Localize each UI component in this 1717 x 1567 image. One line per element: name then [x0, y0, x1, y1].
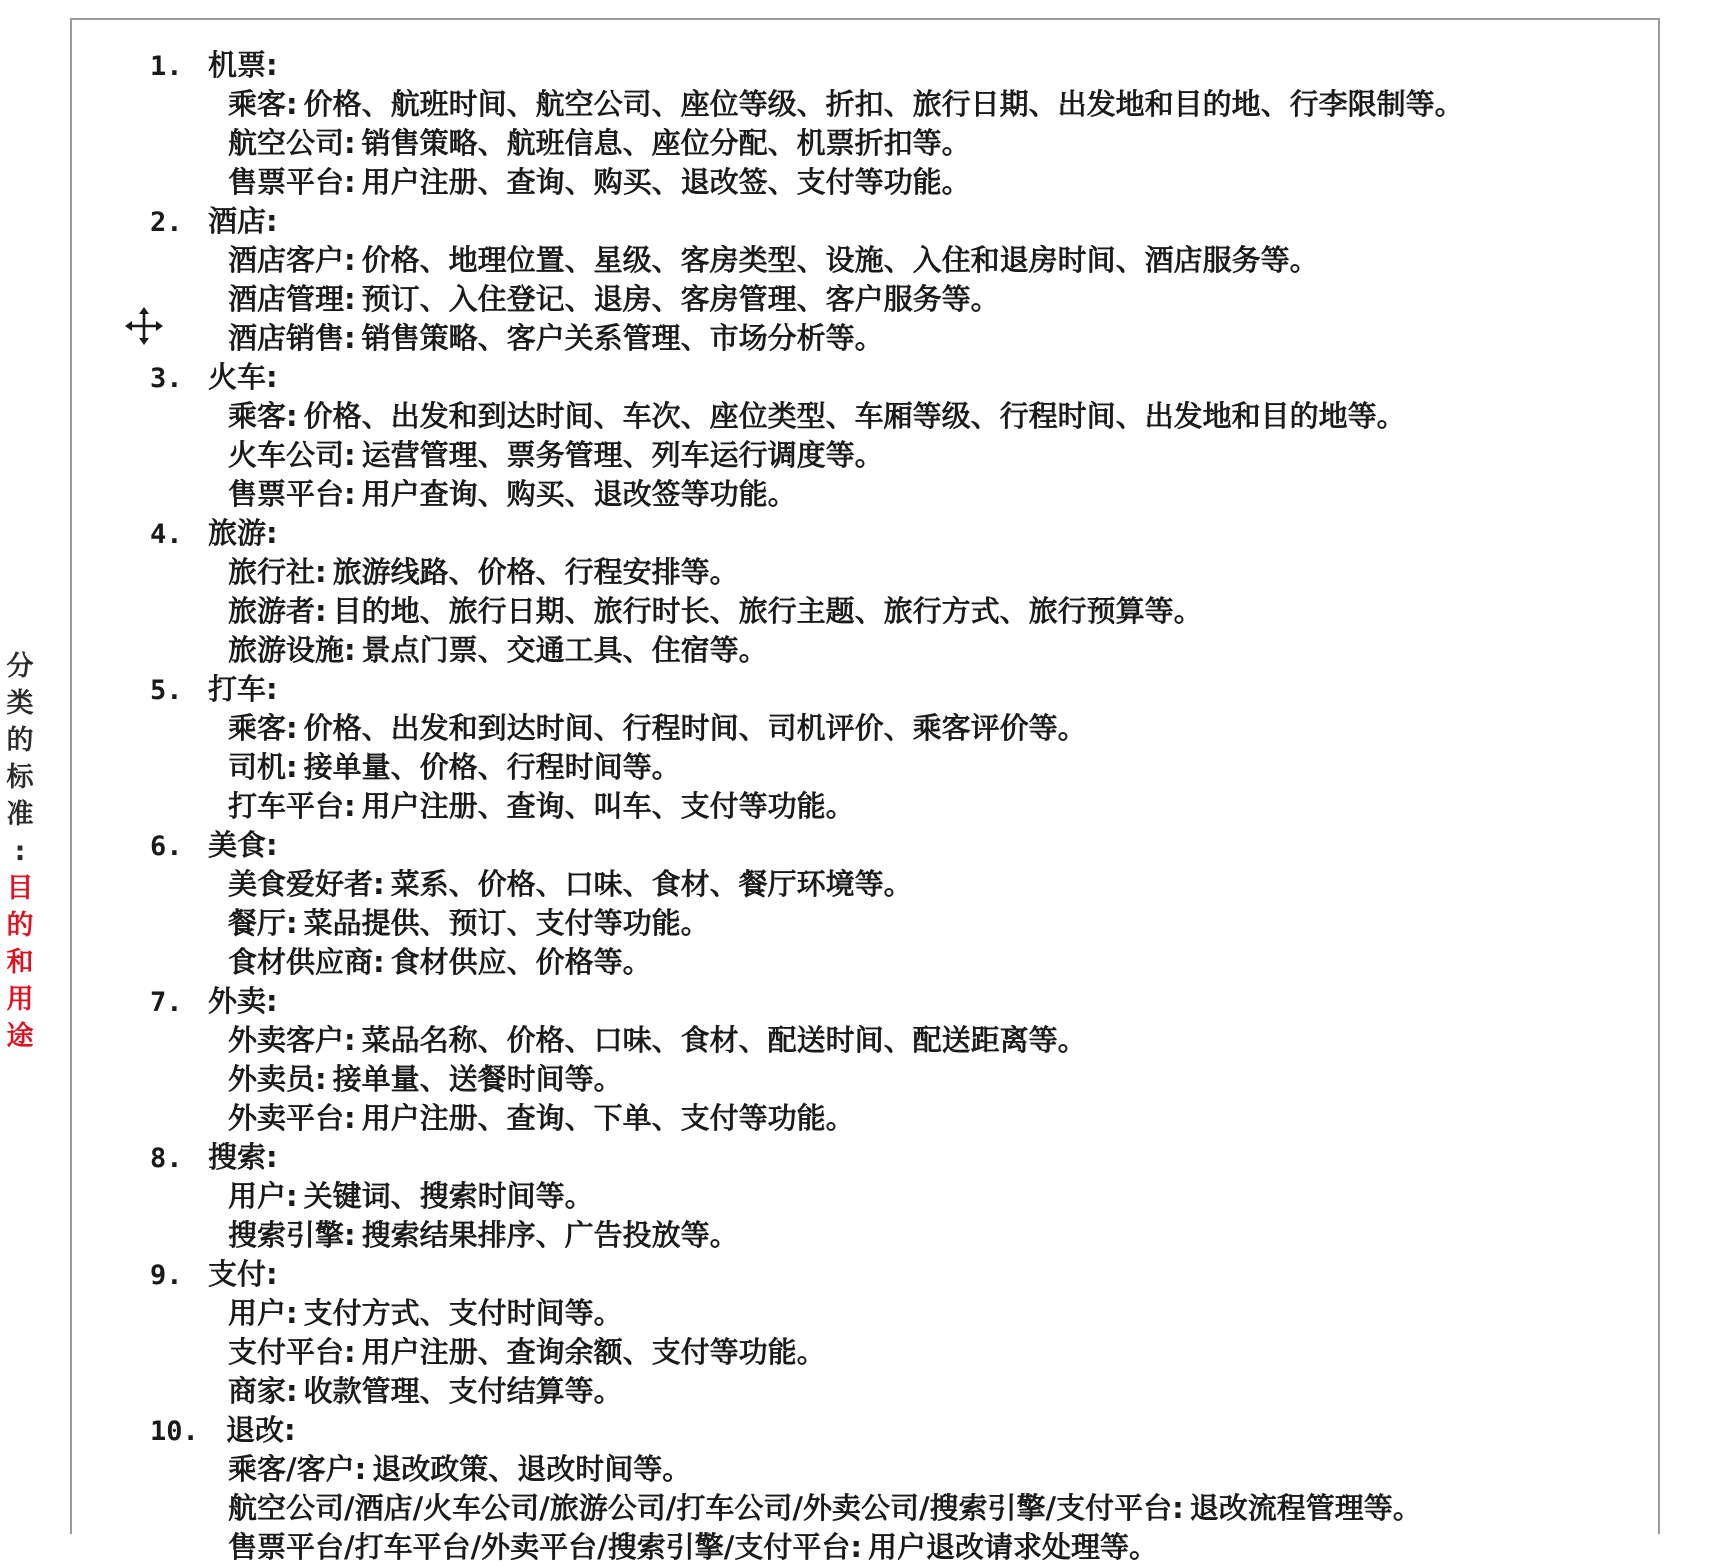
section: [150, 358, 1638, 514]
item-text: 接单量、价格、行程时间等。: [303, 750, 681, 784]
section-number: 9.: [150, 1260, 183, 1291]
section-number: 6.: [150, 831, 183, 862]
section-title: 退改 :: [226, 1411, 296, 1450]
item-text: 用户注册、查询、下单、支付等功能。: [361, 1101, 855, 1135]
section-number: 2.: [150, 207, 183, 238]
section-number: 8.: [150, 1143, 183, 1174]
item-role: 旅游者 :: [228, 594, 333, 628]
section-heading: [150, 670, 1638, 709]
item-text: 价格、地理位置、星级、客房类型、设施、入住和退房时间、酒店服务等。: [361, 243, 1319, 277]
section-title: 搜索 :: [208, 1138, 278, 1177]
item-role: 司机 :: [228, 750, 304, 784]
list-item: [150, 1021, 1638, 1060]
list-item: [150, 1099, 1638, 1138]
list-item: [150, 319, 1638, 358]
side-caption: [2, 648, 38, 1055]
item-text: 食材供应、价格等。: [390, 945, 652, 979]
section-title: 支付 :: [208, 1255, 278, 1294]
section-title: 打车 :: [208, 670, 278, 709]
section: [150, 1138, 1638, 1255]
list-item: [150, 1528, 1638, 1567]
section-number: 1.: [150, 51, 183, 82]
item-role: 旅游设施 :: [228, 633, 362, 667]
caption-char: 分: [6, 651, 34, 682]
section-heading: [150, 1255, 1638, 1294]
section-number: 3.: [150, 363, 183, 394]
document-content: [150, 46, 1638, 1567]
list-item: [150, 241, 1638, 280]
section-title: 火车 :: [208, 358, 278, 397]
section-heading: [150, 826, 1638, 865]
item-role: 打车平台 :: [228, 789, 362, 823]
list-item: [150, 1294, 1638, 1333]
item-role: 搜索引擎 :: [228, 1218, 362, 1252]
list-item: [150, 397, 1638, 436]
item-role: 外卖客户 :: [228, 1023, 362, 1057]
section-title: 机票 :: [208, 46, 278, 85]
list-item: [150, 475, 1638, 514]
item-role: 售票平台 :: [228, 477, 362, 511]
item-role: 航空公司 :: [228, 126, 362, 160]
move-cursor-icon: [124, 306, 164, 346]
section-title: 旅游 :: [208, 514, 278, 553]
list-item: [150, 748, 1638, 787]
section-heading: [150, 46, 1638, 85]
item-role: 食材供应商 :: [228, 945, 391, 979]
item-text: 价格、出发和到达时间、行程时间、司机评价、乘客评价等。: [303, 711, 1087, 745]
list-item: [150, 1372, 1638, 1411]
item-text: 价格、航班时间、航空公司、座位等级、折扣、旅行日期、出发地和目的地、行李限制等。: [303, 87, 1464, 121]
item-role: 乘客/客户 :: [228, 1452, 372, 1486]
section: [150, 202, 1638, 358]
item-role: 航空公司/酒店/火车公司/旅游公司/打车公司/外卖公司/搜索引擎/支付平台 :: [228, 1491, 1190, 1525]
section-heading: [150, 1411, 1638, 1450]
item-text: 菜品提供、预订、支付等功能。: [303, 906, 710, 940]
caption-char: 类: [6, 688, 34, 719]
list-item: [150, 436, 1638, 475]
item-text: 关键词、搜索时间等。: [303, 1179, 594, 1213]
item-text: 接单量、送餐时间等。: [332, 1062, 623, 1096]
item-role: 酒店管理 :: [228, 282, 362, 316]
list-item: [150, 787, 1638, 826]
item-text: 用户注册、查询、叫车、支付等功能。: [361, 789, 855, 823]
list-item: [150, 1450, 1638, 1489]
list-item: [150, 280, 1638, 319]
item-text: 退改流程管理等。: [1189, 1491, 1422, 1525]
item-role: 旅行社 :: [228, 555, 333, 589]
caption-char: 标: [6, 762, 34, 793]
section-title: 酒店 :: [208, 202, 278, 241]
list-item: [150, 124, 1638, 163]
item-text: 预订、入住登记、退房、客房管理、客户服务等。: [361, 282, 1000, 316]
list-item: [150, 85, 1638, 124]
item-role: 外卖员 :: [228, 1062, 333, 1096]
section-number: 7.: [150, 987, 183, 1018]
section: [150, 1411, 1638, 1567]
item-role: 酒店客户 :: [228, 243, 362, 277]
caption-char: 准: [6, 799, 34, 830]
section: [150, 982, 1638, 1138]
section-heading: [150, 202, 1638, 241]
caption-highlight-char: 的: [6, 910, 34, 941]
item-text: 用户注册、查询余额、支付等功能。: [361, 1335, 826, 1369]
section: [150, 670, 1638, 826]
list-item: [150, 1489, 1638, 1528]
item-role: 酒店销售 :: [228, 321, 362, 355]
section-title: 外卖 :: [208, 982, 278, 1021]
item-text: 支付方式、支付时间等。: [303, 1296, 623, 1330]
item-role: 售票平台/打车平台/外卖平台/搜索引擎/支付平台 :: [228, 1530, 868, 1564]
item-text: 退改政策、退改时间等。: [372, 1452, 692, 1486]
list-item: [150, 865, 1638, 904]
item-role: 支付平台 :: [228, 1335, 362, 1369]
item-role: 用户 :: [228, 1296, 304, 1330]
list-item: [150, 1177, 1638, 1216]
item-role: 外卖平台 :: [228, 1101, 362, 1135]
item-role: 火车公司 :: [228, 438, 362, 472]
list-item: [150, 709, 1638, 748]
list-item: [150, 631, 1638, 670]
caption-highlight-char: 目: [6, 873, 34, 904]
item-text: 菜系、价格、口味、食材、餐厅环境等。: [390, 867, 913, 901]
list-item: [150, 943, 1638, 982]
item-role: 乘客 :: [228, 399, 304, 433]
item-text: 收款管理、支付结算等。: [303, 1374, 623, 1408]
item-text: 用户注册、查询、购买、退改签、支付等功能。: [361, 165, 971, 199]
list-item: [150, 1333, 1638, 1372]
document-page[interactable]: [70, 18, 1660, 1564]
section: [150, 1255, 1638, 1411]
list-item: [150, 904, 1638, 943]
item-text: 用户退改请求处理等。: [867, 1530, 1158, 1564]
list-item: [150, 592, 1638, 631]
caption-highlight-char: 途: [6, 1021, 34, 1052]
caption-char: 的: [6, 725, 34, 756]
section-number: 4.: [150, 519, 183, 550]
item-text: 用户查询、购买、退改签等功能。: [361, 477, 797, 511]
item-role: 乘客 :: [228, 87, 304, 121]
item-text: 菜品名称、价格、口味、食材、配送时间、配送距离等。: [361, 1023, 1087, 1057]
item-text: 目的地、旅行日期、旅行时长、旅行主题、旅行方式、旅行预算等。: [332, 594, 1203, 628]
list-item: [150, 553, 1638, 592]
section: [150, 46, 1638, 202]
section-heading: [150, 358, 1638, 397]
section-number: 10.: [150, 1416, 199, 1447]
item-text: 旅游线路、价格、行程安排等。: [332, 555, 739, 589]
caption-highlight-char: 和: [6, 947, 34, 978]
item-role: 售票平台 :: [228, 165, 362, 199]
list-item: [150, 1060, 1638, 1099]
item-role: 餐厅 :: [228, 906, 304, 940]
list-item: [150, 1216, 1638, 1255]
item-role: 用户 :: [228, 1179, 304, 1213]
section-title: 美食 :: [208, 826, 278, 865]
item-text: 搜索结果排序、广告投放等。: [361, 1218, 739, 1252]
item-text: 景点门票、交通工具、住宿等。: [361, 633, 768, 667]
section-number: 5.: [150, 675, 183, 706]
item-text: 价格、出发和到达时间、车次、座位类型、车厢等级、行程时间、出发地和目的地等。: [303, 399, 1406, 433]
item-role: 商家 :: [228, 1374, 304, 1408]
item-text: 销售策略、客户关系管理、市场分析等。: [361, 321, 884, 355]
item-role: 美食爱好者 :: [228, 867, 391, 901]
section-heading: [150, 982, 1638, 1021]
section-heading: [150, 1138, 1638, 1177]
caption-char: :: [14, 836, 26, 867]
section: [150, 826, 1638, 982]
item-text: 运营管理、票务管理、列车运行调度等。: [361, 438, 884, 472]
section: [150, 514, 1638, 670]
section-heading: [150, 514, 1638, 553]
item-text: 销售策略、航班信息、座位分配、机票折扣等。: [361, 126, 971, 160]
item-role: 乘客 :: [228, 711, 304, 745]
list-item: [150, 163, 1638, 202]
caption-highlight-char: 用: [6, 984, 34, 1015]
